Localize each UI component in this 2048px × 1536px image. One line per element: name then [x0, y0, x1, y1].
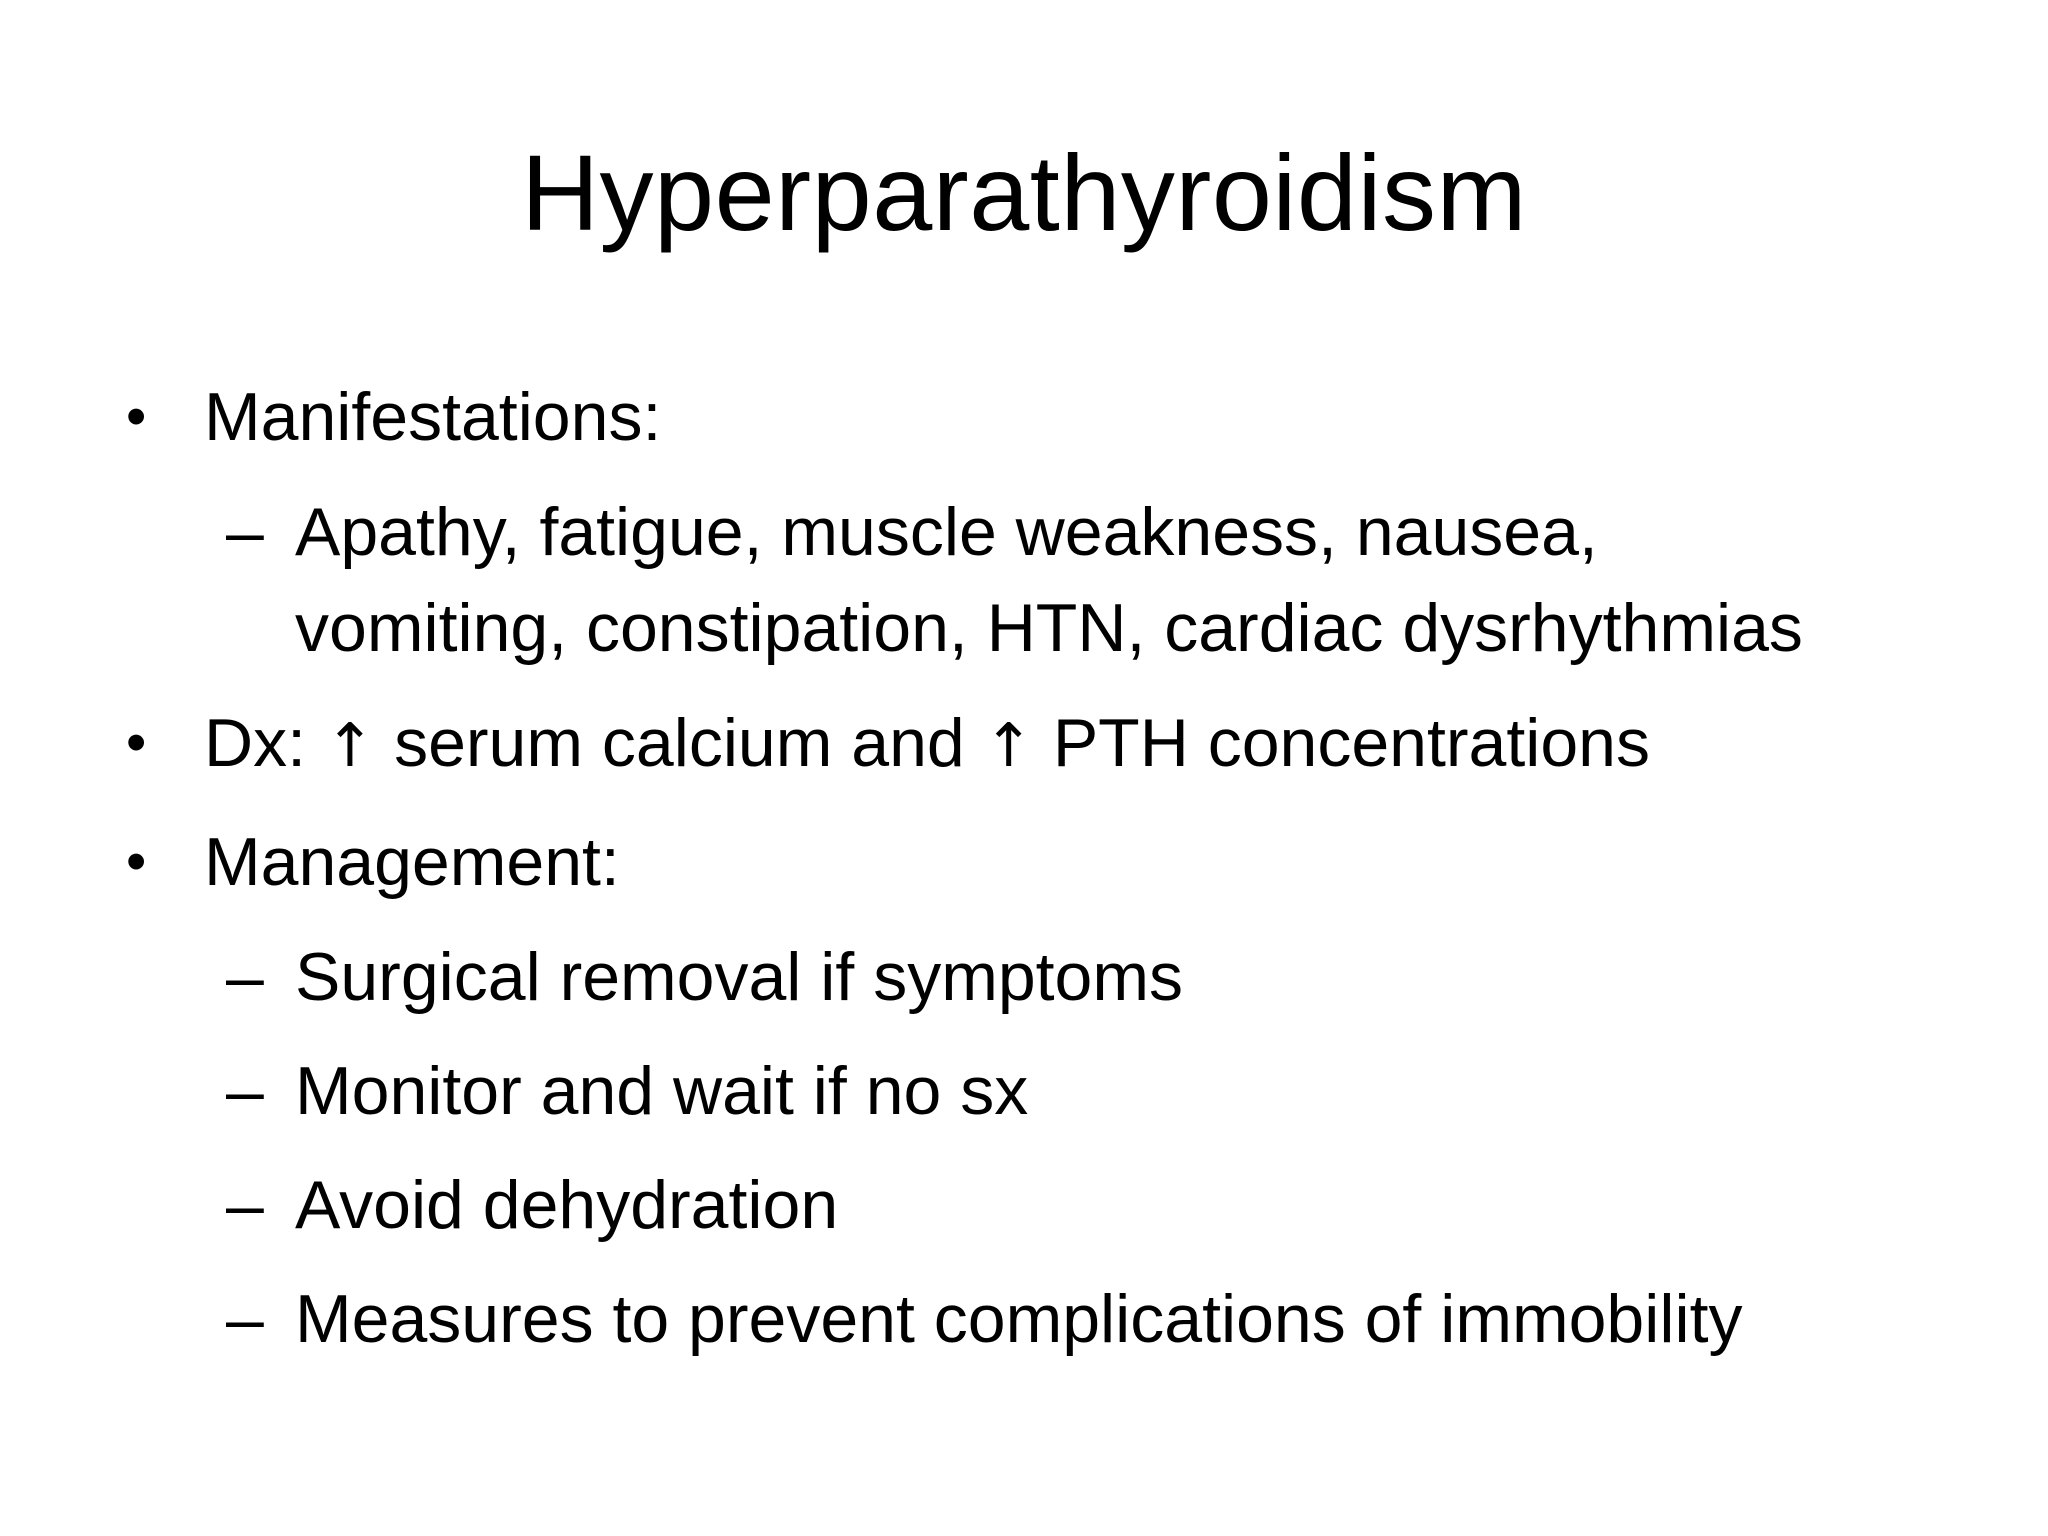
- bullet-text: Management:: [204, 824, 620, 900]
- bullet-icon: •: [126, 384, 147, 449]
- bullet-dx: [126, 694, 1986, 795]
- sub-item-management-1: [226, 929, 1986, 1025]
- bullet-management: [126, 813, 1986, 911]
- dash-icon: –: [226, 494, 264, 570]
- sub-item-text-line-2: vomiting, constipation, HTN, cardiac dysrhythmias: [295, 590, 1803, 666]
- dx-text-part-1: serum calcium and: [375, 705, 984, 781]
- sub-item-text: Monitor and wait if no sx: [295, 1053, 1029, 1129]
- dx-prefix: Dx:: [204, 705, 325, 781]
- sub-item-management-2: [226, 1043, 1986, 1139]
- sub-item-management-4: [226, 1271, 1986, 1367]
- bullet-text: Manifestations:: [204, 379, 662, 455]
- up-arrow-icon: ↑: [324, 711, 376, 781]
- sub-item-text: Avoid dehydration: [295, 1167, 839, 1243]
- dash-icon: –: [226, 939, 264, 1015]
- bullet-icon: •: [126, 829, 147, 894]
- sub-item-management-3: [226, 1157, 1986, 1253]
- dash-icon: –: [226, 1281, 264, 1357]
- sub-item-text-line-1: Apathy, fatigue, muscle weakness, nausea,: [295, 494, 1598, 570]
- slide-title: Hyperparathyroidism: [521, 132, 1527, 253]
- sub-item-text: Surgical removal if symptoms: [295, 939, 1184, 1015]
- bullet-manifestations: [126, 368, 1986, 466]
- dash-icon: –: [226, 1167, 264, 1243]
- dx-text-part-2: PTH concentrations: [1033, 705, 1650, 781]
- sub-item-text: Measures to prevent complications of immobility: [295, 1281, 1743, 1357]
- up-arrow-icon: ↑: [983, 711, 1034, 781]
- slide-content: [126, 368, 1986, 1385]
- bullet-icon: •: [126, 710, 147, 775]
- sub-item-manifestations: [226, 484, 1986, 676]
- dash-icon: –: [226, 1053, 264, 1129]
